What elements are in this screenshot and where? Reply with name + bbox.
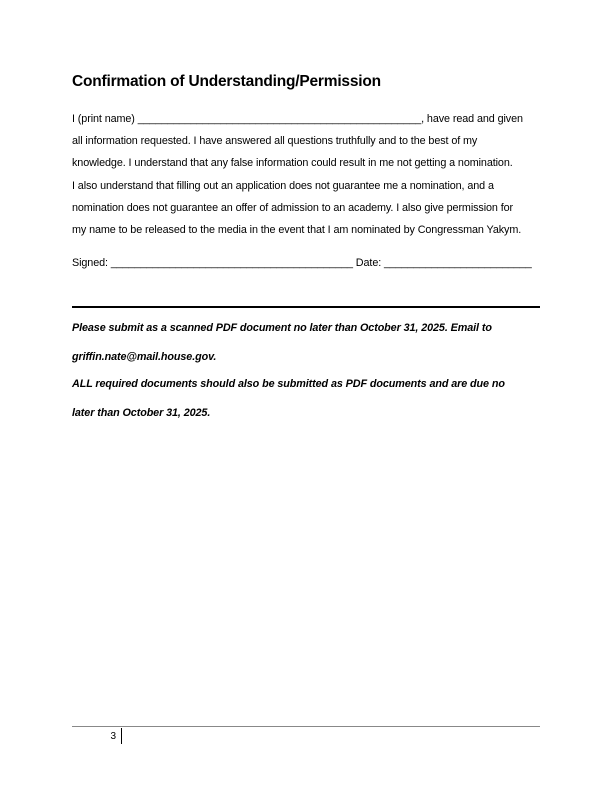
note-line: later than October 31, 2025.	[72, 406, 211, 419]
submission-note	[72, 314, 542, 371]
documents-note	[72, 370, 542, 427]
confirmation-paragraph	[72, 108, 542, 241]
note-line: griffin.nate@mail.house.gov.	[72, 350, 217, 363]
footer-divider	[72, 726, 540, 727]
paragraph-line: I also understand that filling out an application does not guarantee me a nomination, and a	[72, 179, 494, 192]
paragraph-line: all information requested. I have answered all questions truthfully and to the best of my	[72, 135, 478, 148]
page-number-separator	[121, 728, 122, 744]
note-line: ALL required documents should also be submitted as PDF documents and are due no	[72, 378, 505, 390]
paragraph-line: nomination does not guarantee an offer of admission to an academy. I also give permission for	[72, 201, 514, 214]
paragraph-line: my name to be released to the media in the event that I am nominated by Congressman Yakym.	[72, 224, 522, 237]
section-divider	[72, 306, 540, 308]
page-title: Confirmation of Understanding/Permission	[72, 73, 381, 90]
signature-date-line: Signed: _________________________________________ Date: _________________________	[72, 257, 532, 269]
paragraph-line: knowledge. I understand that any false information could result in me not getting a nomination.	[72, 157, 513, 170]
note-line: Please submit as a scanned PDF document no later than October 31, 2025. Email to	[72, 322, 492, 334]
paragraph-line: I (print name) ________________________________________________, have read and given	[72, 113, 523, 125]
page-number: 3	[110, 731, 116, 742]
